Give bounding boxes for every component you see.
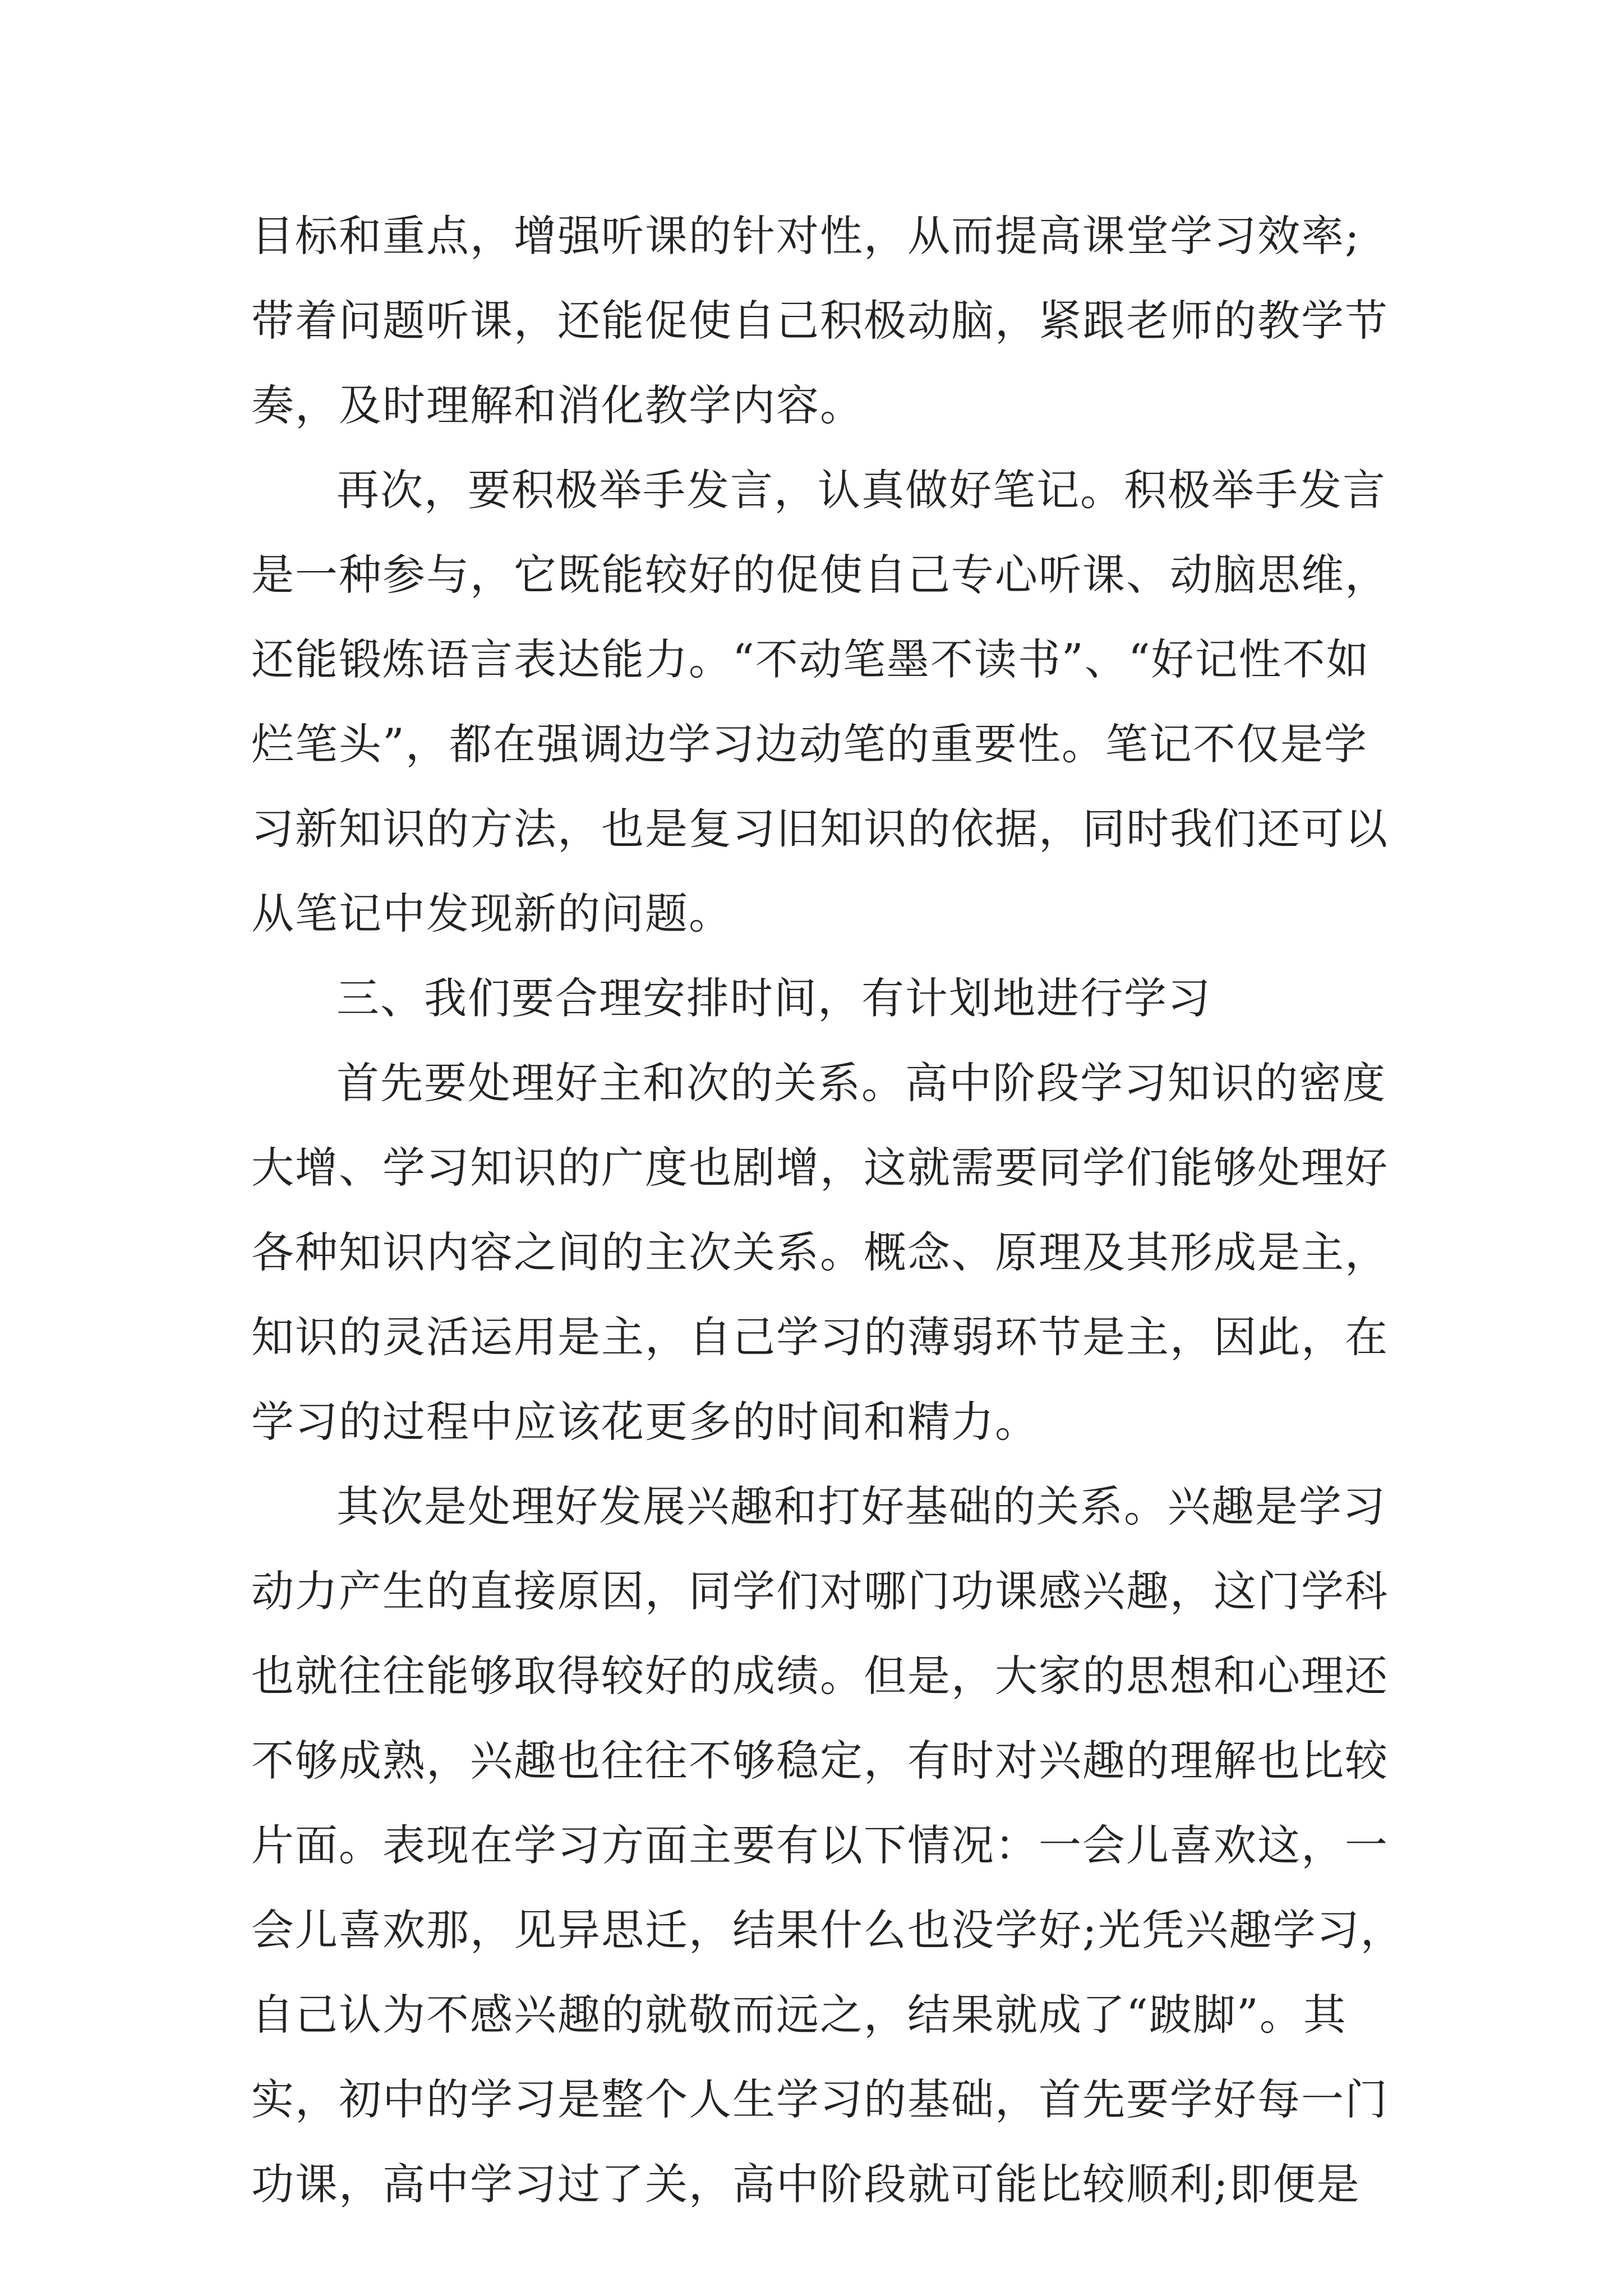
text-line: 习新知识的方法，也是复习旧知识的依据，同时我们还可以	[251, 804, 1389, 854]
text-line: 再次，要积极举手发言，认真做好笔记。积极举手发言	[336, 465, 1386, 515]
text-line: 知识的灵活运用是主，自己学习的薄弱环节是主，因此，在	[251, 1312, 1389, 1362]
text-line: 动力产生的直接原因，同学们对哪门功课感兴趣，这门学科	[251, 1566, 1389, 1616]
text-line: 功课，高中学习过了关，高中阶段就可能比较顺利;即便是	[251, 2159, 1361, 2209]
text-line: 首先要处理好主和次的关系。高中阶段学习知识的密度	[336, 1058, 1386, 1108]
text-line: 自己认为不感兴趣的就敬而远之，结果就成了“跛脚”。其	[251, 1990, 1347, 2040]
text-line: 学习的过程中应该花更多的时间和精力。	[251, 1397, 1039, 1447]
text-line: 也就往往能够取得较好的成绩。但是，大家的思想和心理还	[251, 1651, 1389, 1701]
text-line: 实，初中的学习是整个人生学习的基础，首先要学好每一门	[251, 2074, 1389, 2124]
text-line: 带着问题听课，还能促使自己积极动脑，紧跟老师的教学节	[251, 296, 1389, 346]
text-line: 三、我们要合理安排时间，有计划地进行学习	[336, 973, 1211, 1023]
text-line: 从笔记中发现新的问题。	[251, 889, 732, 938]
text-line: 大增、学习知识的广度也剧增，这就需要同学们能够处理好	[251, 1143, 1389, 1193]
text-line: 各种知识内容之间的主次关系。概念、原理及其形成是主，	[251, 1227, 1389, 1277]
body-text	[251, 194, 1404, 2226]
text-line: 是一种参与，它既能较好的促使自己专心听课、动脑思维，	[251, 550, 1389, 600]
text-line: 还能锻炼语言表达能力。“不动笔墨不读书”、“好记性不如	[251, 634, 1370, 684]
text-line: 其次是处理好发展兴趣和打好基础的关系。兴趣是学习	[336, 1481, 1386, 1531]
text-line: 片面。表现在学习方面主要有以下情况：一会儿喜欢这，一	[251, 1820, 1389, 1870]
text-line: 会儿喜欢那，见异思迁，结果什么也没学好;光凭兴趣学习，	[251, 1905, 1404, 1955]
text-line: 烂笔头”，都在强调边学习边动笔的重要性。笔记不仅是学	[251, 719, 1368, 769]
text-line: 目标和重点，增强听课的针对性，从而提高课堂学习效率;	[251, 211, 1361, 261]
text-line: 不够成熟，兴趣也往往不够稳定，有时对兴趣的理解也比较	[251, 1736, 1389, 1786]
text-line: 奏，及时理解和消化教学内容。	[251, 380, 864, 430]
